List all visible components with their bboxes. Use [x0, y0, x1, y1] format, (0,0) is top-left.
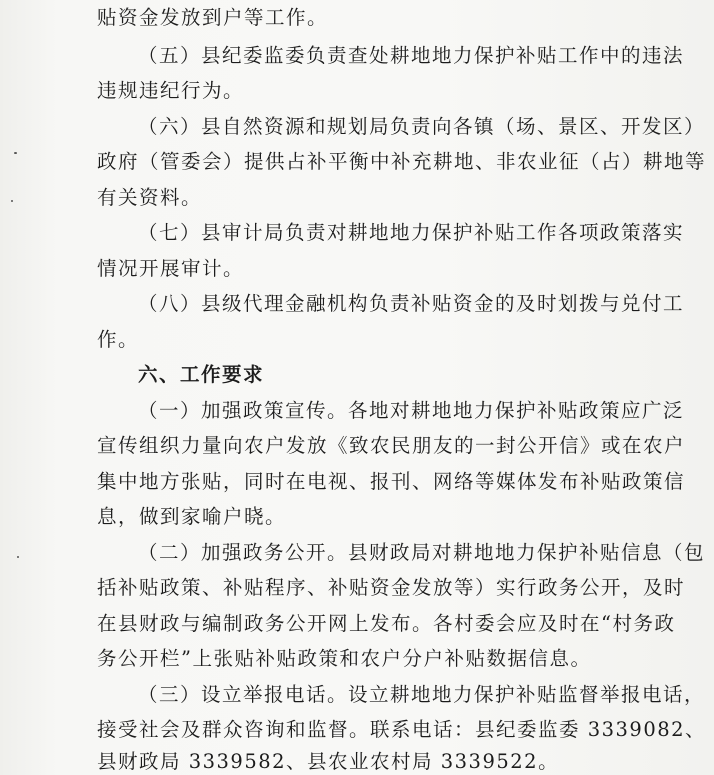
text-line-22: 县财政局 3339582、县农业农村局 3339522。: [97, 750, 560, 773]
text-line-17: 括补贴政策、补贴程序、补贴资金发放等）实行政务公开，及时: [97, 576, 686, 599]
text-line-05: 政府（管委会）提供占补平衡中补充耕地、非农业征（占）耕地等: [97, 150, 707, 173]
text-line-18: 在县财政与编制政务公开网上发布。各村委会应及时在“村务政: [97, 612, 676, 635]
text-line-12: （一）加强政策宣传。各地对耕地地力保护补贴政策应广泛: [138, 399, 685, 422]
text-line-15: 息，做到家喻户晓。: [97, 505, 287, 528]
text-line-04: （六）县自然资源和规划局负责向各镇（场、景区、开发区）: [138, 115, 706, 138]
text-line-13: 宣传组织力量向农户发放《致农民朋友的一封公开信》或在农户: [97, 434, 686, 457]
scan-speck: [11, 200, 13, 202]
text-line-19: 务公开栏”上张贴补贴政策和农户分户补贴数据信息。: [97, 647, 592, 670]
text-line-07: （七）县审计局负责对耕地地力保护补贴工作各项政策落实: [138, 221, 685, 244]
text-line-08: 情况开展审计。: [97, 257, 245, 280]
section-heading: 六、工作要求: [138, 363, 265, 386]
text-line-09: （八）县级代理金融机构负责补贴资金的及时划拨与兑付工: [138, 292, 685, 315]
scan-speck: [17, 556, 19, 558]
scan-speck: [14, 152, 17, 154]
text-line-06: 有关资料。: [97, 186, 203, 209]
text-line-20: （三）设立举报电话。设立耕地地力保护补贴监督举报电话，: [138, 683, 706, 706]
text-line-02: （五）县纪委监委负责查处耕地地力保护补贴工作中的违法: [138, 44, 685, 67]
text-line-03: 违规违纪行为。: [97, 79, 245, 102]
text-line-01: 贴资金发放到户等工作。: [97, 6, 329, 29]
text-line-21: 接受社会及群众咨询和监督。联系电话：县纪委监委 3339082、: [97, 718, 707, 741]
text-line-16: （二）加强政务公开。县财政局对耕地地力保护补贴信息（包: [138, 541, 706, 564]
text-line-10: 作。: [97, 328, 140, 351]
text-line-14: 集中地方张贴，同时在电视、报刊、网络等媒体发布补贴政策信: [97, 470, 686, 493]
